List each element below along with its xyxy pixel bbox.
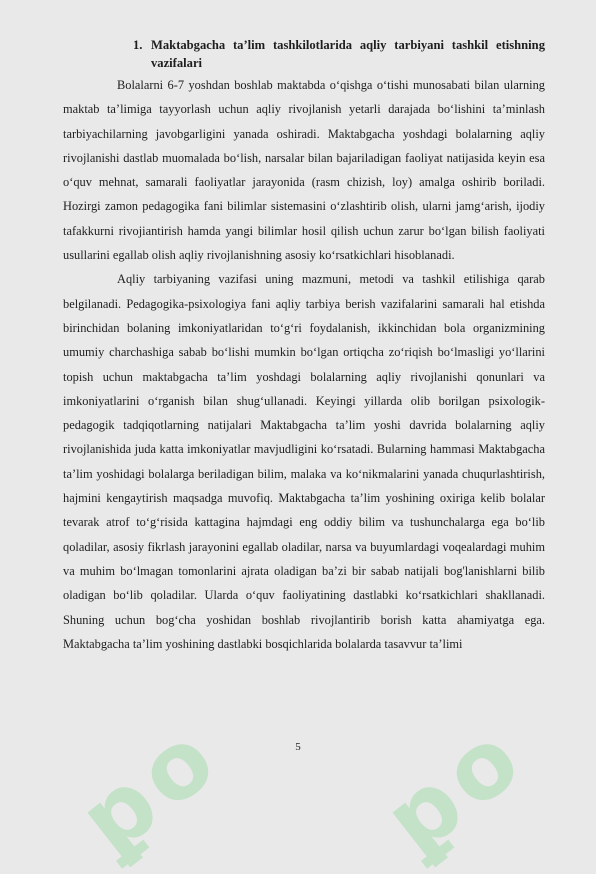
page-content — [63, 36, 545, 656]
heading-number: 1. — [133, 38, 143, 52]
heading-text: Maktabgacha ta’lim tashkilotlarida aqliy tarbiyani tashkil etishning vazifalari — [151, 38, 545, 70]
section-heading — [133, 36, 545, 72]
paragraph: Aqliy tarbiyaning vazifasi uning mazmuni, metodi va tashkil etilishiga qarab belgilanadi. Pedagogika-psixologiya fani aqliy tarbiya berish vazifalarini samarali hal etishda birinchidan bolaning imkoniyatlaridan to‘g‘ri foydalanish, ikkinchidan bola organizmining umumiy charchashiga sabab bo‘lishi mumkin bo‘lgan ortiqcha zo‘riqish bo‘lmasligi yo‘llarini topish uchun maktabgacha ta’lim yoshdagi bolalarning aqliy rivojlanishi qonunlari va imkoniyatlarini o‘rganish bilan shug‘ullanadi. Keyingi yillarda olib borilgan psixologik-pedagogik tadqiqotlarning natijalari Maktabgacha ta’lim yoshi davrida bolalarning aqliy rivojlanishida juda katta imkoniyatlar mavjudligini ko‘rsatadi. Bularning hammasi Maktabgacha ta’lim yoshidagi bolalarga beriladigan bilim, malaka va ko‘nikmalarini yanada chuqurlashtirish, hajmini kengaytirish maqsadga muvofiq. Maktabgacha ta’lim yoshining oxiriga kelib bolalar tevarak atrof to‘g‘risida kattagina hajmdagi eng oddiy bilim va tushunchalarga ega bo‘lib qoladilar, asosiy fikrlash jarayonini egallab oladilar, narsa va buyumlardagi voqealardagi muhim va muhim bo‘lmagan tomonlarini ajrata oladigan ba’zi bir sabab natijali bog'lanishlarni bilib oladigan bo‘lib qoladilar. Ularda o‘quv faoliyatining dastlabki ko‘rsatkichlari shakllanadi. Shuning uchun bog‘cha yoshidan boshlab rivojlantirib borish katta ahamiyatga ega. Maktabgacha ta’lim yoshining dastlabki bosqichlarida bolalarda tasavvur ta’limi — [63, 272, 545, 651]
page-number: 5 — [295, 741, 301, 753]
watermark-logo: ꝑo — [365, 700, 546, 874]
watermark-logo: ꝑo — [60, 700, 241, 874]
paragraph: Bolalarni 6-7 yoshdan boshlab maktabda o‘qishga o‘tishi munosabati bilan ularning maktab ta’limiga tayyorlash uchun aqliy rivojlanish yetarli darajada bo‘lishini ta’minlash tarbiyachilarning javobgarligini yanada oshiradi. Maktabgacha yoshdagi bolalarning aqliy rivojlanishi dastlab muomalada bo‘lish, narsalar bilan bajariladigan faoliyat natijasida keyin esa o‘quv mehnat, samarali faoliyatlar jarayonida (rasm chizish, loy) amalga oshirib boriladi. Hozirgi zamon pedagogika fani bilimlar sistemasini o‘zlashtirib olish, ularni jamg‘arish, ijodiy tafakkurni rivojiantirish hamda yangi bilimlar hosil qilish uchun zarur bo‘lgan bilish faoliyati usullarini egallab olish aqliy rivojlanishning asosiy ko‘rsatkichlari hisoblanadi. — [63, 78, 545, 263]
